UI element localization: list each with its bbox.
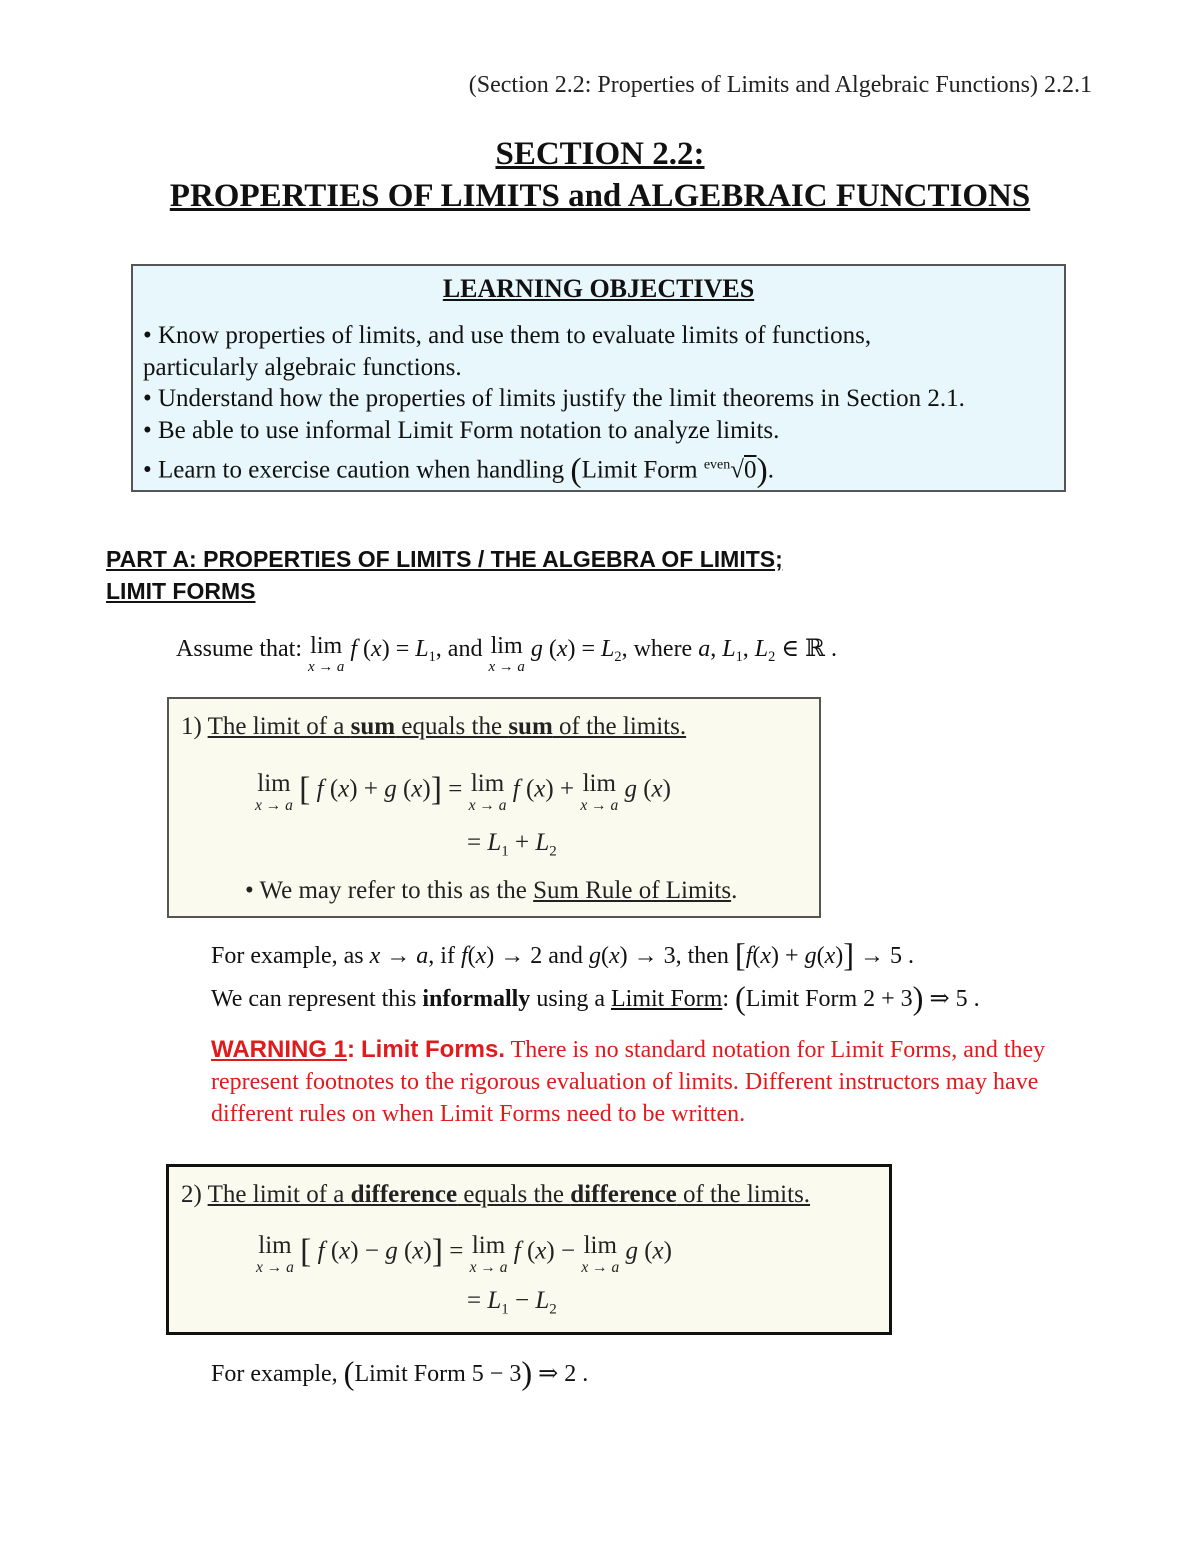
difference-rule-b2: difference <box>570 1181 677 1208</box>
limit-form-2-result: 2 <box>564 1360 577 1387</box>
assume-where: , where <box>621 636 693 662</box>
difference-rule-number: 2) <box>181 1181 202 1208</box>
learning-objectives-box <box>131 264 1066 492</box>
assume-and: , and <box>435 636 483 662</box>
warning-label: WARNING 1 <box>211 1036 348 1063</box>
sum-rule-result: = $L_1 + L_2$ <box>467 829 557 860</box>
sum-rule-note-pre: • We may refer to this as the <box>245 877 534 904</box>
objective-4: • Learn to exercise caution when handling (Limit Form $^{even}$√0). <box>143 452 774 489</box>
difference-rule-title <box>181 1181 810 1209</box>
difference-rule-t1: The limit of a <box>207 1181 351 1208</box>
informal-mid: using a <box>530 985 611 1012</box>
difference-rule-b1: difference <box>350 1181 458 1208</box>
sum-rule-name: Sum Rule of Limits <box>533 877 732 904</box>
part-a-heading: PART A: PROPERTIES OF LIMITS / THE ALGEBRA OF LIMITS; <box>106 546 783 572</box>
assumption-line: Assume that: lim x → a f $(x) = L_1$, and lim x → a g $(x) = L_2$, where a, $L_1$, $L_2$ ∈ ℝ . <box>176 633 838 675</box>
sum-rule-box <box>167 697 821 918</box>
objective-2: • Understand how the properties of limits justify the limit theorems in Section 2.1. <box>143 385 965 412</box>
radicand: 0 <box>744 456 757 484</box>
example-1-line: For example, as x → a, if f(x) → 2 and g(x) → 3, then [f(x) + g(x)] → 5 . <box>211 938 915 974</box>
sum-rule-formula: lim x → a [ f (x) + g (x)] = lim x → a f (x) + lim x → a g (x) <box>255 770 671 814</box>
sum-rule-t3: of the limits. <box>552 713 687 740</box>
informal-pre: We can represent this <box>211 985 423 1012</box>
difference-rule-t2: equals the <box>457 1181 571 1208</box>
informal-bold: informally <box>422 985 531 1012</box>
example-1-p2: , if <box>428 942 455 969</box>
limit-form-1-result: 5 <box>955 985 968 1012</box>
sum-rule-t2: equals the <box>395 713 509 740</box>
warning-colon: : <box>347 1036 356 1063</box>
part-a-heading-line2: LIMIT FORMS <box>106 578 256 604</box>
warning-note <box>211 1034 1081 1130</box>
section-title: SECTION 2.2: <box>495 136 705 172</box>
difference-rule-formula: lim x → a [ f (x) − g (x)] = lim x → a f (x) − lim x → a g (x) <box>256 1232 672 1276</box>
difference-rule-box <box>166 1164 892 1335</box>
sum-rule-note-post: . <box>731 877 738 904</box>
difference-rule-t3: of the limits. <box>676 1181 811 1208</box>
sum-rule-note <box>245 877 737 905</box>
objective-3: • Be able to use informal Limit Form notation to analyze limits. <box>143 417 780 444</box>
informal-colon: : <box>722 985 729 1012</box>
objective-4-end: . <box>767 456 774 484</box>
objective-4-text: • Learn to exercise caution when handling <box>143 456 565 484</box>
difference-rule-result: = $L_1 - L_2$ <box>467 1287 557 1318</box>
example-2-line: For example, (Limit Form 5 − 3) ⇒ 2 . <box>211 1356 589 1392</box>
objectives-heading: LEARNING OBJECTIVES <box>442 274 755 303</box>
limit-form-2: Limit Form 5 − 3 <box>354 1360 522 1387</box>
limit-form-term: Limit Form <box>610 985 723 1012</box>
sum-rule-t1: The limit of a <box>207 713 351 740</box>
sum-rule-title <box>181 713 686 741</box>
assume-lead: Assume that: <box>176 636 302 662</box>
objective-1b: particularly algebraic functions. <box>143 354 462 381</box>
sum-rule-number: 1) <box>181 713 202 740</box>
radical-icon: √ <box>730 456 744 484</box>
example-1-p4: , then <box>675 942 729 969</box>
warning-text: There is no standard notation for Limit Forms, and they represent footnotes to the rigorous evaluation of limits. Different instructors may have different rules on when Limit Forms need to be written. <box>211 1037 1046 1127</box>
warning-bold: Limit Forms. <box>361 1036 506 1063</box>
example-1-informal: We can represent this informally using a Limit Form: (Limit Form 2 + 3) ⇒ 5 . <box>211 981 980 1017</box>
section-subtitle: PROPERTIES OF LIMITS and ALGEBRAIC FUNCTIONS <box>169 178 1031 214</box>
example-2-lead: For example, <box>211 1360 338 1387</box>
limit-form-1: Limit Form 2 + 3 <box>745 985 913 1012</box>
sum-rule-b2: sum <box>508 713 553 740</box>
objective-1a: • Know properties of limits, and use them to evaluate limits of functions, <box>143 322 872 349</box>
radical-index: even <box>703 457 731 473</box>
objective-4-form: Limit Form <box>581 456 698 484</box>
page-header: (Section 2.2: Properties of Limits and Algebraic Functions) 2.2.1 <box>468 72 1092 98</box>
example-1-p3: and <box>548 942 583 969</box>
sum-rule-b1: sum <box>350 713 396 740</box>
example-1-p1: For example, as <box>211 942 364 969</box>
